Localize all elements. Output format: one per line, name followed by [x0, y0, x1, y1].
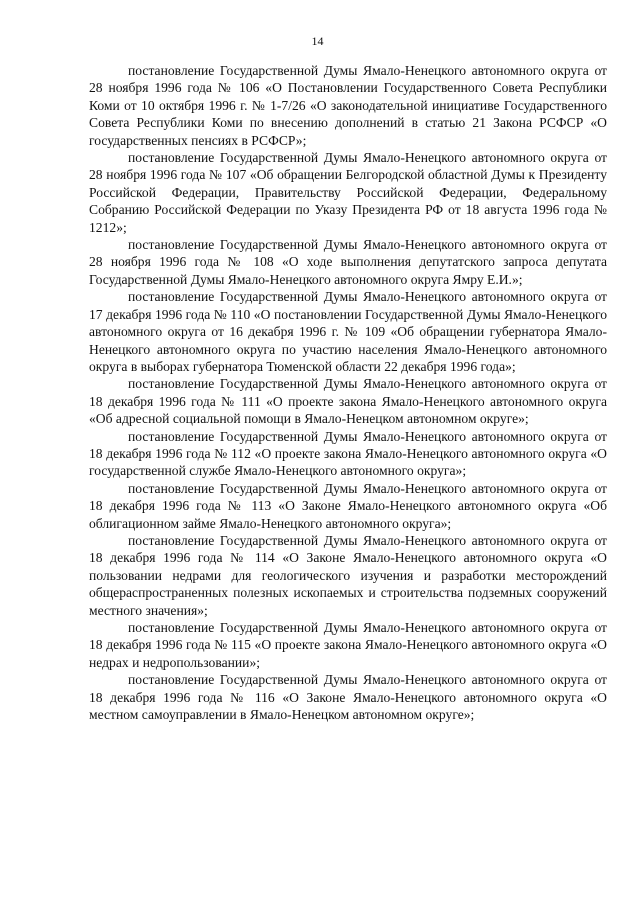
paragraph-resolution-112: постановление Государственной Думы Ямало-Ненецкого автономного округа от 18 декабря 1996 года № 112 «О проекте закона Ямало-Ненецкого автономного округа «О государственной службе Ямало-Ненецкого автономного округа»; [89, 428, 607, 479]
paragraph-resolution-111: постановление Государственной Думы Ямало-Ненецкого автономного округа от 18 декабря 1996 года № 111 «О проекте закона Ямало-Ненецкого автономного округа «Об адресной социальной помощи в Ямало-Ненецком автономном округе»; [89, 376, 607, 427]
paragraph-resolution-108: постановление Государственной Думы Ямало-Ненецкого автономного округа от 28 ноября 1996 года № 108 «О ходе выполнения депутатского запроса депутата Государственной Думы Ямало-Ненецкого автономного округа Ямру Е.И.»; [89, 237, 607, 287]
page-number: 14 [311, 34, 324, 48]
paragraph-resolution-110: постановление Государственной Думы Ямало-Ненецкого автономного округа от 17 декабря 1996 года № 110 «О постановлении Государственной Думы Ямало-Ненецкого автономного округа от 16 декабря 1996 г. № 109 «Об обращении губернатора Ямало-Ненецкого автономного округа по участию населения Ямало-Ненецкого автономного округа в выборах губернатора Тюменской области 22 декабря 1996 года»; [89, 289, 607, 374]
paragraph-resolution-106: постановление Государственной Думы Ямало-Ненецкого автономного округа от 28 ноября 1996 года № 106 «О Постановлении Государственного Совета Республики Коми от 10 октября 1996 г. № 1-7/26 «О законодательной инициативе Государственного Совета Республики Коми по внесению дополнений в статью 21 Закона РСФСР «О государственных пенсиях в РСФСР»; [89, 63, 607, 148]
paragraph-resolution-116: постановление Государственной Думы Ямало-Ненецкого автономного округа от 18 декабря 1996 года № 116 «О Законе Ямало-Ненецкого автономного округа «О местном самоуправлении в Ямало-Ненецком автономном округе»; [89, 672, 607, 723]
paragraph-resolution-113: постановление Государственной Думы Ямало-Ненецкого автономного округа от 18 декабря 1996 года № 113 «О Законе Ямало-Ненецкого автономного округа «Об облигационном займе Ямало-Ненецкого автономного округа»; [89, 480, 607, 531]
paragraph-resolution-115: постановление Государственной Думы Ямало-Ненецкого автономного округа от 18 декабря 1996 года № 115 «О проекте закона Ямало-Ненецкого автономного округа «О недрах и недропользовании»; [89, 620, 607, 670]
document-body [89, 62, 607, 723]
paragraph-resolution-114: постановление Государственной Думы Ямало-Ненецкого автономного округа от 18 декабря 1996 года № 114 «О Законе Ямало-Ненецкого автономного округа «О пользовании недрами для геологического изучения и разработки месторождений общераспространенных полезных ископаемых и строительства подземных сооружений местного значения»; [89, 532, 607, 618]
paragraph-resolution-107: постановление Государственной Думы Ямало-Ненецкого автономного округа от 28 ноября 1996 года № 107 «Об обращении Белгородской областной Думы к Президенту Российской Федерации, Правительству Российской Федерации, Федеральному Собранию Российской Федерации по Указу Президента РФ от 18 августа 1996 года № 1212»; [89, 150, 607, 235]
